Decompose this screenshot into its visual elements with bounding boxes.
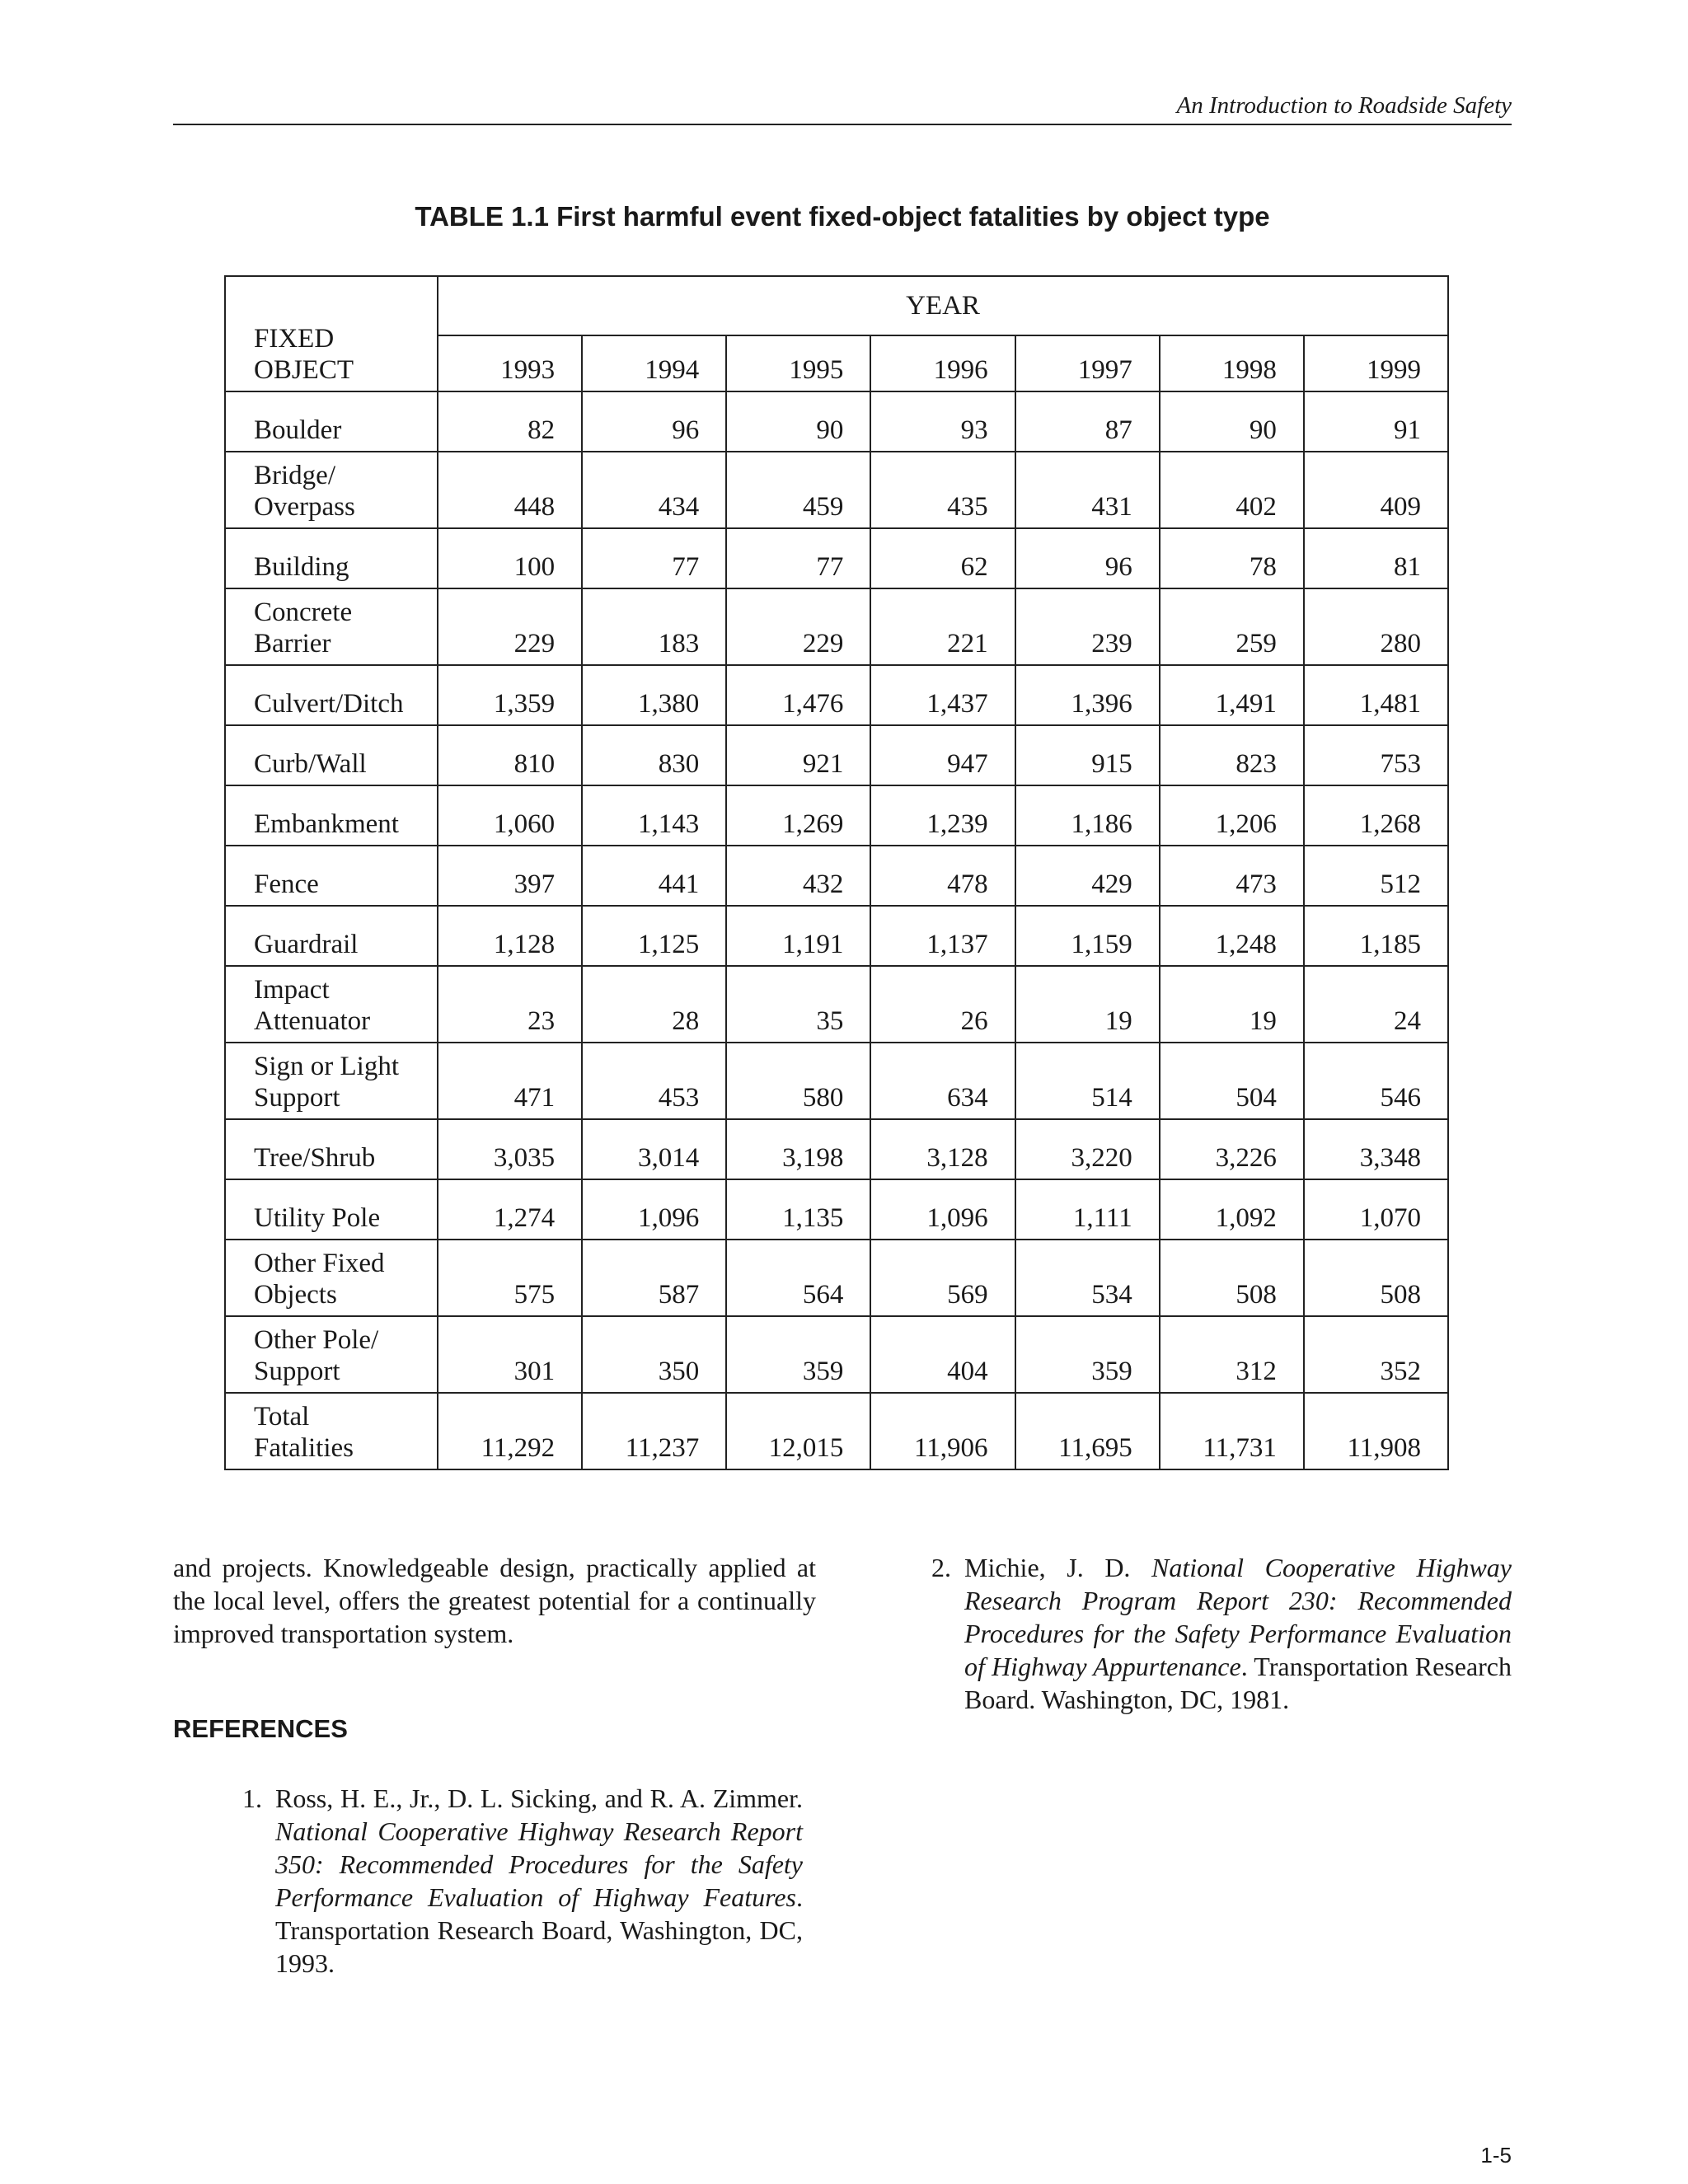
fatality-count-cell: 12,015: [726, 1393, 870, 1469]
reference-text: [275, 1782, 803, 1980]
table-row: [225, 588, 1448, 665]
fatality-count-cell: 91: [1304, 391, 1448, 452]
fatality-count-cell: 359: [1015, 1316, 1160, 1393]
table-row: [225, 452, 1448, 528]
fatality-count-cell: 459: [726, 452, 870, 528]
year-cell: 1993: [438, 335, 582, 391]
fatality-count-cell: 1,269: [726, 785, 870, 846]
fatality-count-cell: 404: [870, 1316, 1015, 1393]
object-label-line: Barrier: [254, 629, 331, 658]
reference-authors: Michie, J. D.: [964, 1553, 1152, 1582]
object-label-line: Impact: [254, 975, 330, 1005]
fatality-count-cell: 1,359: [438, 665, 582, 725]
fatality-count-cell: 1,096: [870, 1179, 1015, 1240]
fatalities-table: [224, 275, 1449, 1470]
fatality-count-cell: 1,380: [582, 665, 726, 725]
fatality-count-cell: 1,268: [1304, 785, 1448, 846]
object-label-cell: [225, 1393, 438, 1469]
fatality-count-cell: 1,206: [1160, 785, 1304, 846]
fatality-count-cell: 1,481: [1304, 665, 1448, 725]
fatality-count-cell: 431: [1015, 452, 1160, 528]
object-label-cell: [225, 528, 438, 588]
fixed-object-header: [225, 276, 438, 391]
object-label-line: Other Fixed: [254, 1249, 385, 1278]
object-label-line: Fence: [254, 869, 319, 899]
fatality-count-cell: 1,125: [582, 906, 726, 966]
fatality-count-cell: 810: [438, 725, 582, 785]
object-label-cell: [225, 588, 438, 665]
object-label-cell: [225, 846, 438, 906]
fatality-count-cell: 947: [870, 725, 1015, 785]
reference-text: [964, 1551, 1512, 1716]
fatality-count-cell: 183: [582, 588, 726, 665]
fatality-count-cell: 100: [438, 528, 582, 588]
fatality-count-cell: 359: [726, 1316, 870, 1393]
table-row: [225, 528, 1448, 588]
fatality-count-cell: 435: [870, 452, 1015, 528]
reference-number: 1.: [242, 1783, 262, 1813]
fatality-count-cell: 1,128: [438, 906, 582, 966]
object-label-cell: [225, 725, 438, 785]
page-number: 1-5: [1480, 2143, 1512, 2168]
fatality-count-cell: 830: [582, 725, 726, 785]
fatality-count-cell: 1,239: [870, 785, 1015, 846]
fatality-count-cell: 453: [582, 1043, 726, 1119]
fatality-count-cell: 921: [726, 725, 870, 785]
fatality-count-cell: 96: [1015, 528, 1160, 588]
reference-number: 2.: [931, 1553, 951, 1582]
year-cell: 1995: [726, 335, 870, 391]
reference-publisher: . Transportation Research Board. Washington, DC, 1981.: [964, 1652, 1512, 1714]
fatality-count-cell: 11,237: [582, 1393, 726, 1469]
fatality-count-cell: 1,060: [438, 785, 582, 846]
fatality-count-cell: 514: [1015, 1043, 1160, 1119]
fatality-count-cell: 1,070: [1304, 1179, 1448, 1240]
fatality-count-cell: 3,226: [1160, 1119, 1304, 1179]
fatality-count-cell: 259: [1160, 588, 1304, 665]
object-label-line: Overpass: [254, 492, 355, 522]
fatality-count-cell: 1,186: [1015, 785, 1160, 846]
fatality-count-cell: 915: [1015, 725, 1160, 785]
object-label-line: Guardrail: [254, 930, 359, 959]
table-row: [225, 1393, 1448, 1469]
table-row: [225, 1043, 1448, 1119]
fatality-count-cell: 301: [438, 1316, 582, 1393]
fatality-count-cell: 11,908: [1304, 1393, 1448, 1469]
object-label-cell: [225, 906, 438, 966]
object-label-cell: [225, 391, 438, 452]
fatality-count-cell: 3,348: [1304, 1119, 1448, 1179]
object-label-line: Support: [254, 1357, 340, 1386]
table-row: [225, 906, 1448, 966]
references-heading: REFERENCES: [173, 1714, 348, 1743]
object-label-cell: [225, 1119, 438, 1179]
fatality-count-cell: 402: [1160, 452, 1304, 528]
fatality-count-cell: 312: [1160, 1316, 1304, 1393]
table-row: [225, 1119, 1448, 1179]
fatality-count-cell: 504: [1160, 1043, 1304, 1119]
object-label-line: Sign or Light: [254, 1052, 400, 1081]
object-label-line: Other Pole/: [254, 1325, 379, 1355]
table-row: [225, 846, 1448, 906]
fatality-count-cell: 229: [726, 588, 870, 665]
fatality-count-cell: 432: [726, 846, 870, 906]
table-row: [225, 665, 1448, 725]
fatality-count-cell: 239: [1015, 588, 1160, 665]
fatality-count-cell: 478: [870, 846, 1015, 906]
fatality-count-cell: 3,198: [726, 1119, 870, 1179]
fatality-count-cell: 441: [582, 846, 726, 906]
reference-item: [931, 1551, 1512, 1716]
fatality-count-cell: 823: [1160, 725, 1304, 785]
fatality-count-cell: 546: [1304, 1043, 1448, 1119]
fatality-count-cell: 90: [726, 391, 870, 452]
fatality-count-cell: 512: [1304, 846, 1448, 906]
object-label-cell: [225, 1240, 438, 1316]
object-label-cell: [225, 1179, 438, 1240]
fatality-count-cell: 11,731: [1160, 1393, 1304, 1469]
object-label-cell: [225, 665, 438, 725]
reference-publisher: . Transportation Research Board, Washington, DC, 1993.: [275, 1882, 803, 1978]
object-label-line: Bridge/: [254, 461, 335, 490]
table-row: [225, 1179, 1448, 1240]
object-label-line: Attenuator: [254, 1006, 371, 1036]
fatality-count-cell: 587: [582, 1240, 726, 1316]
year-cell: 1999: [1304, 335, 1448, 391]
fatality-count-cell: 508: [1160, 1240, 1304, 1316]
fatality-count-cell: 473: [1160, 846, 1304, 906]
fatality-count-cell: 221: [870, 588, 1015, 665]
year-cell: 1998: [1160, 335, 1304, 391]
fatality-count-cell: 19: [1160, 966, 1304, 1043]
fatality-count-cell: 3,220: [1015, 1119, 1160, 1179]
fatality-count-cell: 23: [438, 966, 582, 1043]
fatality-count-cell: 1,096: [582, 1179, 726, 1240]
year-cell: 1996: [870, 335, 1015, 391]
year-cell: 1994: [582, 335, 726, 391]
fatality-count-cell: 3,128: [870, 1119, 1015, 1179]
fatality-count-cell: 634: [870, 1043, 1015, 1119]
closing-paragraph: and projects. Knowledgeable design, practically applied at the local level, offers the greatest potential for a continually improved transportation system.: [173, 1553, 816, 1648]
fatality-count-cell: 3,035: [438, 1119, 582, 1179]
fatality-count-cell: 96: [582, 391, 726, 452]
fatality-count-cell: 11,695: [1015, 1393, 1160, 1469]
fatality-count-cell: 753: [1304, 725, 1448, 785]
fatality-count-cell: 1,159: [1015, 906, 1160, 966]
fatality-count-cell: 569: [870, 1240, 1015, 1316]
reference-title: National Cooperative Highway Research Program Report 230: Recommended Procedures for the Safety Performance Evaluation of Highway Appurtenance: [964, 1553, 1512, 1681]
fatality-count-cell: 397: [438, 846, 582, 906]
fatality-count-cell: 448: [438, 452, 582, 528]
fatality-count-cell: 575: [438, 1240, 582, 1316]
fatality-count-cell: 471: [438, 1043, 582, 1119]
object-label-line: Boulder: [254, 415, 342, 445]
fatality-count-cell: 81: [1304, 528, 1448, 588]
fatality-count-cell: 62: [870, 528, 1015, 588]
fatality-count-cell: 24: [1304, 966, 1448, 1043]
table-body: [225, 391, 1448, 1469]
fatality-count-cell: 1,143: [582, 785, 726, 846]
header-line: OBJECT: [254, 355, 354, 385]
fatality-count-cell: 352: [1304, 1316, 1448, 1393]
reference-authors: Ross, H. E., Jr., D. L. Sicking, and R. A. Zimmer.: [275, 1783, 803, 1813]
object-label-line: Total: [254, 1402, 310, 1432]
fatality-count-cell: 1,135: [726, 1179, 870, 1240]
fatality-count-cell: 1,274: [438, 1179, 582, 1240]
table-row: [225, 785, 1448, 846]
running-head: An Introduction to Roadside Safety: [1176, 92, 1512, 119]
table-row: [225, 391, 1448, 452]
fatality-count-cell: 1,437: [870, 665, 1015, 725]
reference-title: National Cooperative Highway Research Report 350: Recommended Procedures for the Safety Performance Evaluation of Highway Features: [275, 1816, 803, 1912]
fatality-count-cell: 229: [438, 588, 582, 665]
reference-item: [242, 1782, 803, 1980]
fatality-count-cell: 434: [582, 452, 726, 528]
fatality-count-cell: 1,491: [1160, 665, 1304, 725]
fatality-count-cell: 11,292: [438, 1393, 582, 1469]
object-label-line: Building: [254, 552, 349, 582]
table-row: [225, 1240, 1448, 1316]
fatality-count-cell: 77: [726, 528, 870, 588]
fatality-count-cell: 1,248: [1160, 906, 1304, 966]
object-label-line: Culvert/Ditch: [254, 689, 404, 719]
object-label-cell: [225, 1316, 438, 1393]
fatality-count-cell: 429: [1015, 846, 1160, 906]
object-label-line: Fatalities: [254, 1433, 354, 1463]
header-rule: [173, 124, 1512, 125]
table-title: TABLE 1.1 First harmful event fixed-object fatalities by object type: [415, 201, 1270, 232]
fatality-count-cell: 78: [1160, 528, 1304, 588]
table-row: [225, 966, 1448, 1043]
fatality-count-cell: 77: [582, 528, 726, 588]
fatality-count-cell: 11,906: [870, 1393, 1015, 1469]
fatality-count-cell: 1,092: [1160, 1179, 1304, 1240]
fatality-count-cell: 93: [870, 391, 1015, 452]
object-label-cell: [225, 1043, 438, 1119]
fatality-count-cell: 1,191: [726, 906, 870, 966]
object-label-line: Embankment: [254, 809, 399, 839]
fatality-count-cell: 1,396: [1015, 665, 1160, 725]
table-row: [225, 725, 1448, 785]
fatality-count-cell: 28: [582, 966, 726, 1043]
object-label-line: Support: [254, 1083, 340, 1113]
fatality-count-cell: 26: [870, 966, 1015, 1043]
fatality-count-cell: 1,185: [1304, 906, 1448, 966]
object-label-cell: [225, 966, 438, 1043]
fatality-count-cell: 508: [1304, 1240, 1448, 1316]
fatality-count-cell: 280: [1304, 588, 1448, 665]
object-label-line: Concrete: [254, 598, 353, 627]
object-label-line: Curb/Wall: [254, 749, 367, 779]
object-label-cell: [225, 452, 438, 528]
object-label-line: Tree/Shrub: [254, 1143, 376, 1173]
fatality-count-cell: 534: [1015, 1240, 1160, 1316]
fatality-count-cell: 409: [1304, 452, 1448, 528]
fatality-count-cell: 3,014: [582, 1119, 726, 1179]
fatality-count-cell: 564: [726, 1240, 870, 1316]
object-label-line: Objects: [254, 1280, 337, 1310]
fatality-count-cell: 1,476: [726, 665, 870, 725]
table-row: [225, 1316, 1448, 1393]
fatality-count-cell: 82: [438, 391, 582, 452]
fatality-count-cell: 580: [726, 1043, 870, 1119]
object-label-cell: [225, 785, 438, 846]
fatality-count-cell: 90: [1160, 391, 1304, 452]
fatality-count-cell: 87: [1015, 391, 1160, 452]
fatality-count-cell: 1,111: [1015, 1179, 1160, 1240]
year-header: YEAR: [438, 276, 1448, 335]
fatality-count-cell: 350: [582, 1316, 726, 1393]
year-cell: 1997: [1015, 335, 1160, 391]
object-label-line: Utility Pole: [254, 1203, 381, 1233]
fatality-count-cell: 35: [726, 966, 870, 1043]
header-line: FIXED: [254, 324, 335, 354]
fatality-count-cell: 1,137: [870, 906, 1015, 966]
fatality-count-cell: 19: [1015, 966, 1160, 1043]
